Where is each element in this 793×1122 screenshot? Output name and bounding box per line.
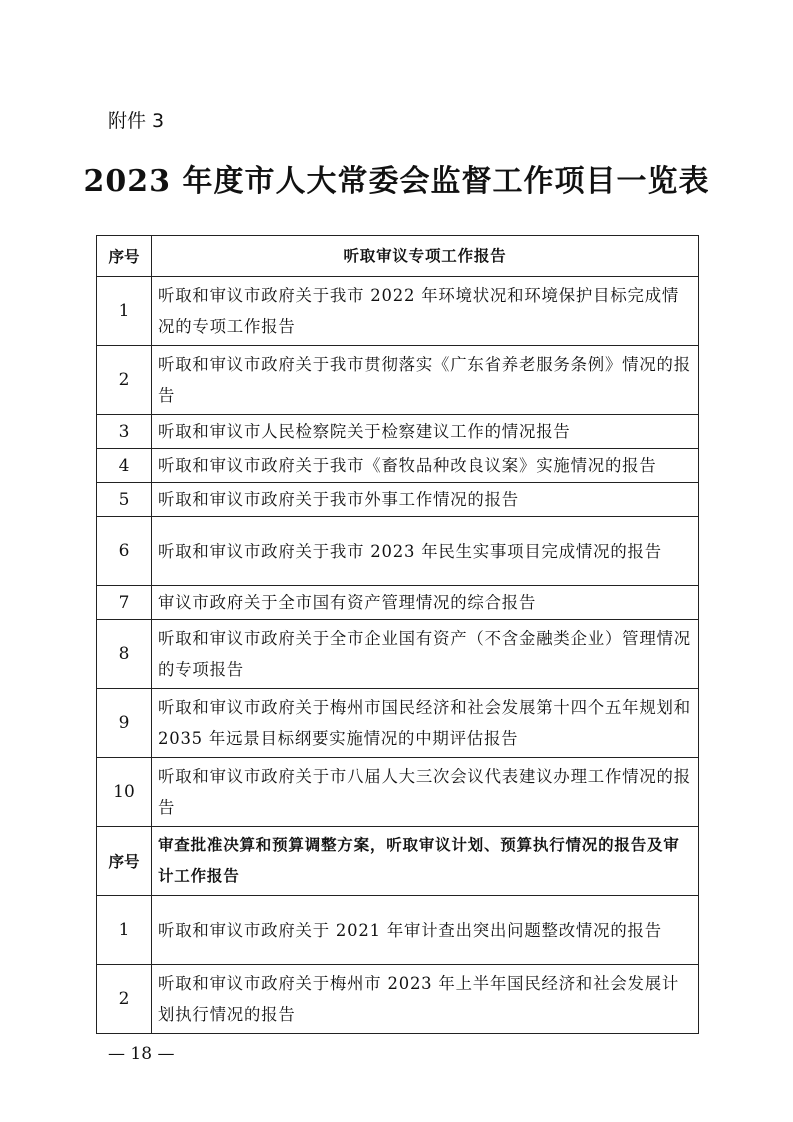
table-row [97,896,699,965]
row-text: 听取和审议市政府关于市八届人大三次会议代表建议办理工作情况的报告 [152,758,699,827]
row-text: 听取和审议市政府关于全市企业国有资产（不含金融类企业）管理情况的专项报告 [152,620,699,689]
row-number: 1 [97,277,152,346]
row-number: 7 [97,586,152,620]
row-text: 听取和审议市政府关于我市 2022 年环境状况和环境保护目标完成情况的专项工作报告 [152,277,699,346]
row-text: 听取和审议市政府关于我市外事工作情况的报告 [152,483,699,517]
table-row [97,449,699,483]
table-row [97,415,699,449]
document-title: 2023 年度市人大常委会监督工作项目一览表 [83,164,710,199]
table-row [97,483,699,517]
row-number: 4 [97,449,152,483]
row-text: 听取和审议市政府关于 2021 年审计查出突出问题整改情况的报告 [152,896,699,965]
row-text: 听取和审议市政府关于梅州市国民经济和社会发展第十四个五年规划和 2035 年远景目标纲要实施情况的中期评估报告 [152,689,699,758]
row-number: 8 [97,620,152,689]
column-header-title: 审查批准决算和预算调整方案，听取审议计划、预算执行情况的报告及审计工作报告 [152,827,699,896]
row-text: 听取和审议市政府关于我市贯彻落实《广东省养老服务条例》情况的报告 [152,346,699,415]
column-header-no: 序号 [97,827,152,896]
table-row [97,758,699,827]
table-row [97,346,699,415]
column-header-no: 序号 [97,236,152,277]
table-row [97,586,699,620]
section2-header-row [97,827,699,896]
row-text: 听取和审议市政府关于我市《畜牧品种改良议案》实施情况的报告 [152,449,699,483]
row-number: 10 [97,758,152,827]
row-number: 1 [97,896,152,965]
table-row [97,277,699,346]
attachment-label: 附件 3 [108,110,165,132]
row-text: 听取和审议市政府关于我市 2023 年民生实事项目完成情况的报告 [152,517,699,586]
row-number: 2 [97,965,152,1034]
row-text: 听取和审议市人民检察院关于检察建议工作的情况报告 [152,415,699,449]
table-row [97,689,699,758]
row-number: 5 [97,483,152,517]
supervision-table [96,235,699,1034]
row-text: 审议市政府关于全市国有资产管理情况的综合报告 [152,586,699,620]
row-number: 6 [97,517,152,586]
table-row [97,517,699,586]
row-text: 听取和审议市政府关于梅州市 2023 年上半年国民经济和社会发展计划执行情况的报告 [152,965,699,1034]
table-header-row [97,236,699,277]
column-header-title: 听取审议专项工作报告 [152,236,699,277]
row-number: 9 [97,689,152,758]
row-number: 2 [97,346,152,415]
page-number: — 18 — [108,1044,175,1064]
row-number: 3 [97,415,152,449]
table-row [97,620,699,689]
table-row [97,965,699,1034]
